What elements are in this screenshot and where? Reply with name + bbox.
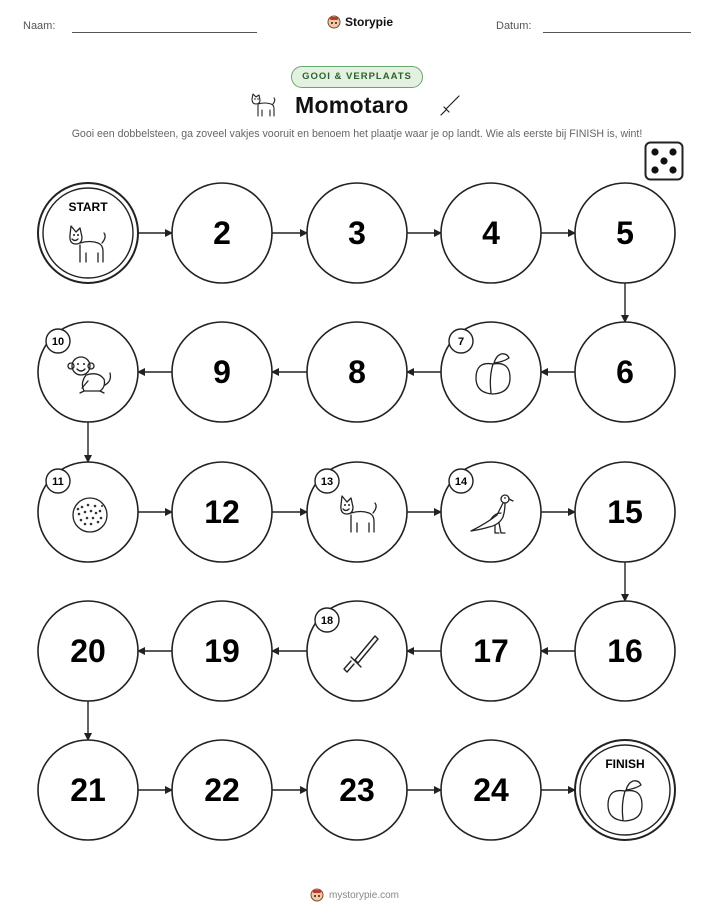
cell-number-badge [46, 469, 70, 493]
date-label: Datum: [496, 20, 532, 32]
board-cell-5[interactable] [575, 183, 675, 283]
board-cell-11[interactable] [38, 462, 138, 562]
cell-number: 24 [473, 772, 509, 808]
cell-number: 16 [607, 633, 643, 669]
board-cell-13[interactable] [307, 462, 407, 562]
cell-number: 7 [457, 336, 465, 348]
cell-number: 2 [213, 215, 231, 251]
page-title: Momotaro [295, 92, 409, 118]
board-cell-2[interactable] [172, 183, 272, 283]
board-cell-12[interactable] [172, 462, 272, 562]
board-cell-17[interactable] [441, 601, 541, 701]
cell-number: 17 [473, 633, 509, 669]
name-label: Naam: [23, 20, 56, 32]
cell-number: 10 [51, 336, 65, 348]
footer-site[interactable]: mystorypie.com [329, 889, 400, 901]
board-cell-8[interactable] [307, 322, 407, 422]
board-cell-4[interactable] [441, 183, 541, 283]
board-cell-14[interactable] [441, 462, 541, 562]
board-cell-7[interactable] [441, 322, 541, 422]
cell-number: 23 [339, 772, 375, 808]
board-cell-20[interactable] [38, 601, 138, 701]
cell-number: 19 [204, 633, 240, 669]
activity-badge: GOOI & VERPLAATS [291, 66, 423, 88]
instructions: Gooi een dobbelsteen, ga zoveel vakjes vooruit en benoem het plaatje waar je op landt. Wie als eerste bij FINISH is, wint! [71, 128, 643, 140]
cell-number-badge [449, 329, 473, 353]
board-cell-9[interactable] [172, 322, 272, 422]
cell-number: 5 [616, 215, 634, 251]
board-cell-16[interactable] [575, 601, 675, 701]
cell-number: 11 [52, 476, 64, 488]
cell-number: 8 [348, 354, 366, 390]
board-cell-3[interactable] [307, 183, 407, 283]
start-label: START [68, 200, 108, 214]
cell-number: 21 [70, 772, 106, 808]
board-cell-25[interactable] [575, 740, 675, 840]
cell-number-badge [46, 329, 70, 353]
board-cell-24[interactable] [441, 740, 541, 840]
storypie-logo-icon [310, 888, 324, 902]
cell-number: 13 [320, 476, 334, 488]
brand-name: Storypie [345, 15, 394, 29]
cell-number: 18 [320, 615, 334, 627]
finish-label: FINISH [605, 757, 645, 771]
cell-number: 6 [616, 354, 634, 390]
board-cell-1[interactable] [38, 183, 138, 283]
board-cell-21[interactable] [38, 740, 138, 840]
board-cell-19[interactable] [172, 601, 272, 701]
board-cell-18[interactable] [307, 601, 407, 701]
board-cell-15[interactable] [575, 462, 675, 562]
cell-number-badge [449, 469, 473, 493]
board-cell-22[interactable] [172, 740, 272, 840]
board-cell-6[interactable] [575, 322, 675, 422]
cell-number: 3 [348, 215, 366, 251]
cell-number-badge [315, 608, 339, 632]
cell-number: 22 [204, 772, 240, 808]
cell-number: 14 [454, 476, 468, 488]
cell-number: 9 [213, 354, 231, 390]
board-cell-23[interactable] [307, 740, 407, 840]
cell-number: 20 [70, 633, 106, 669]
cell-number: 15 [607, 494, 643, 530]
cell-number: 12 [204, 494, 240, 530]
board-cell-10[interactable] [38, 322, 138, 422]
cell-number-badge [315, 469, 339, 493]
footer [310, 888, 399, 902]
cell-number: 4 [482, 215, 500, 251]
